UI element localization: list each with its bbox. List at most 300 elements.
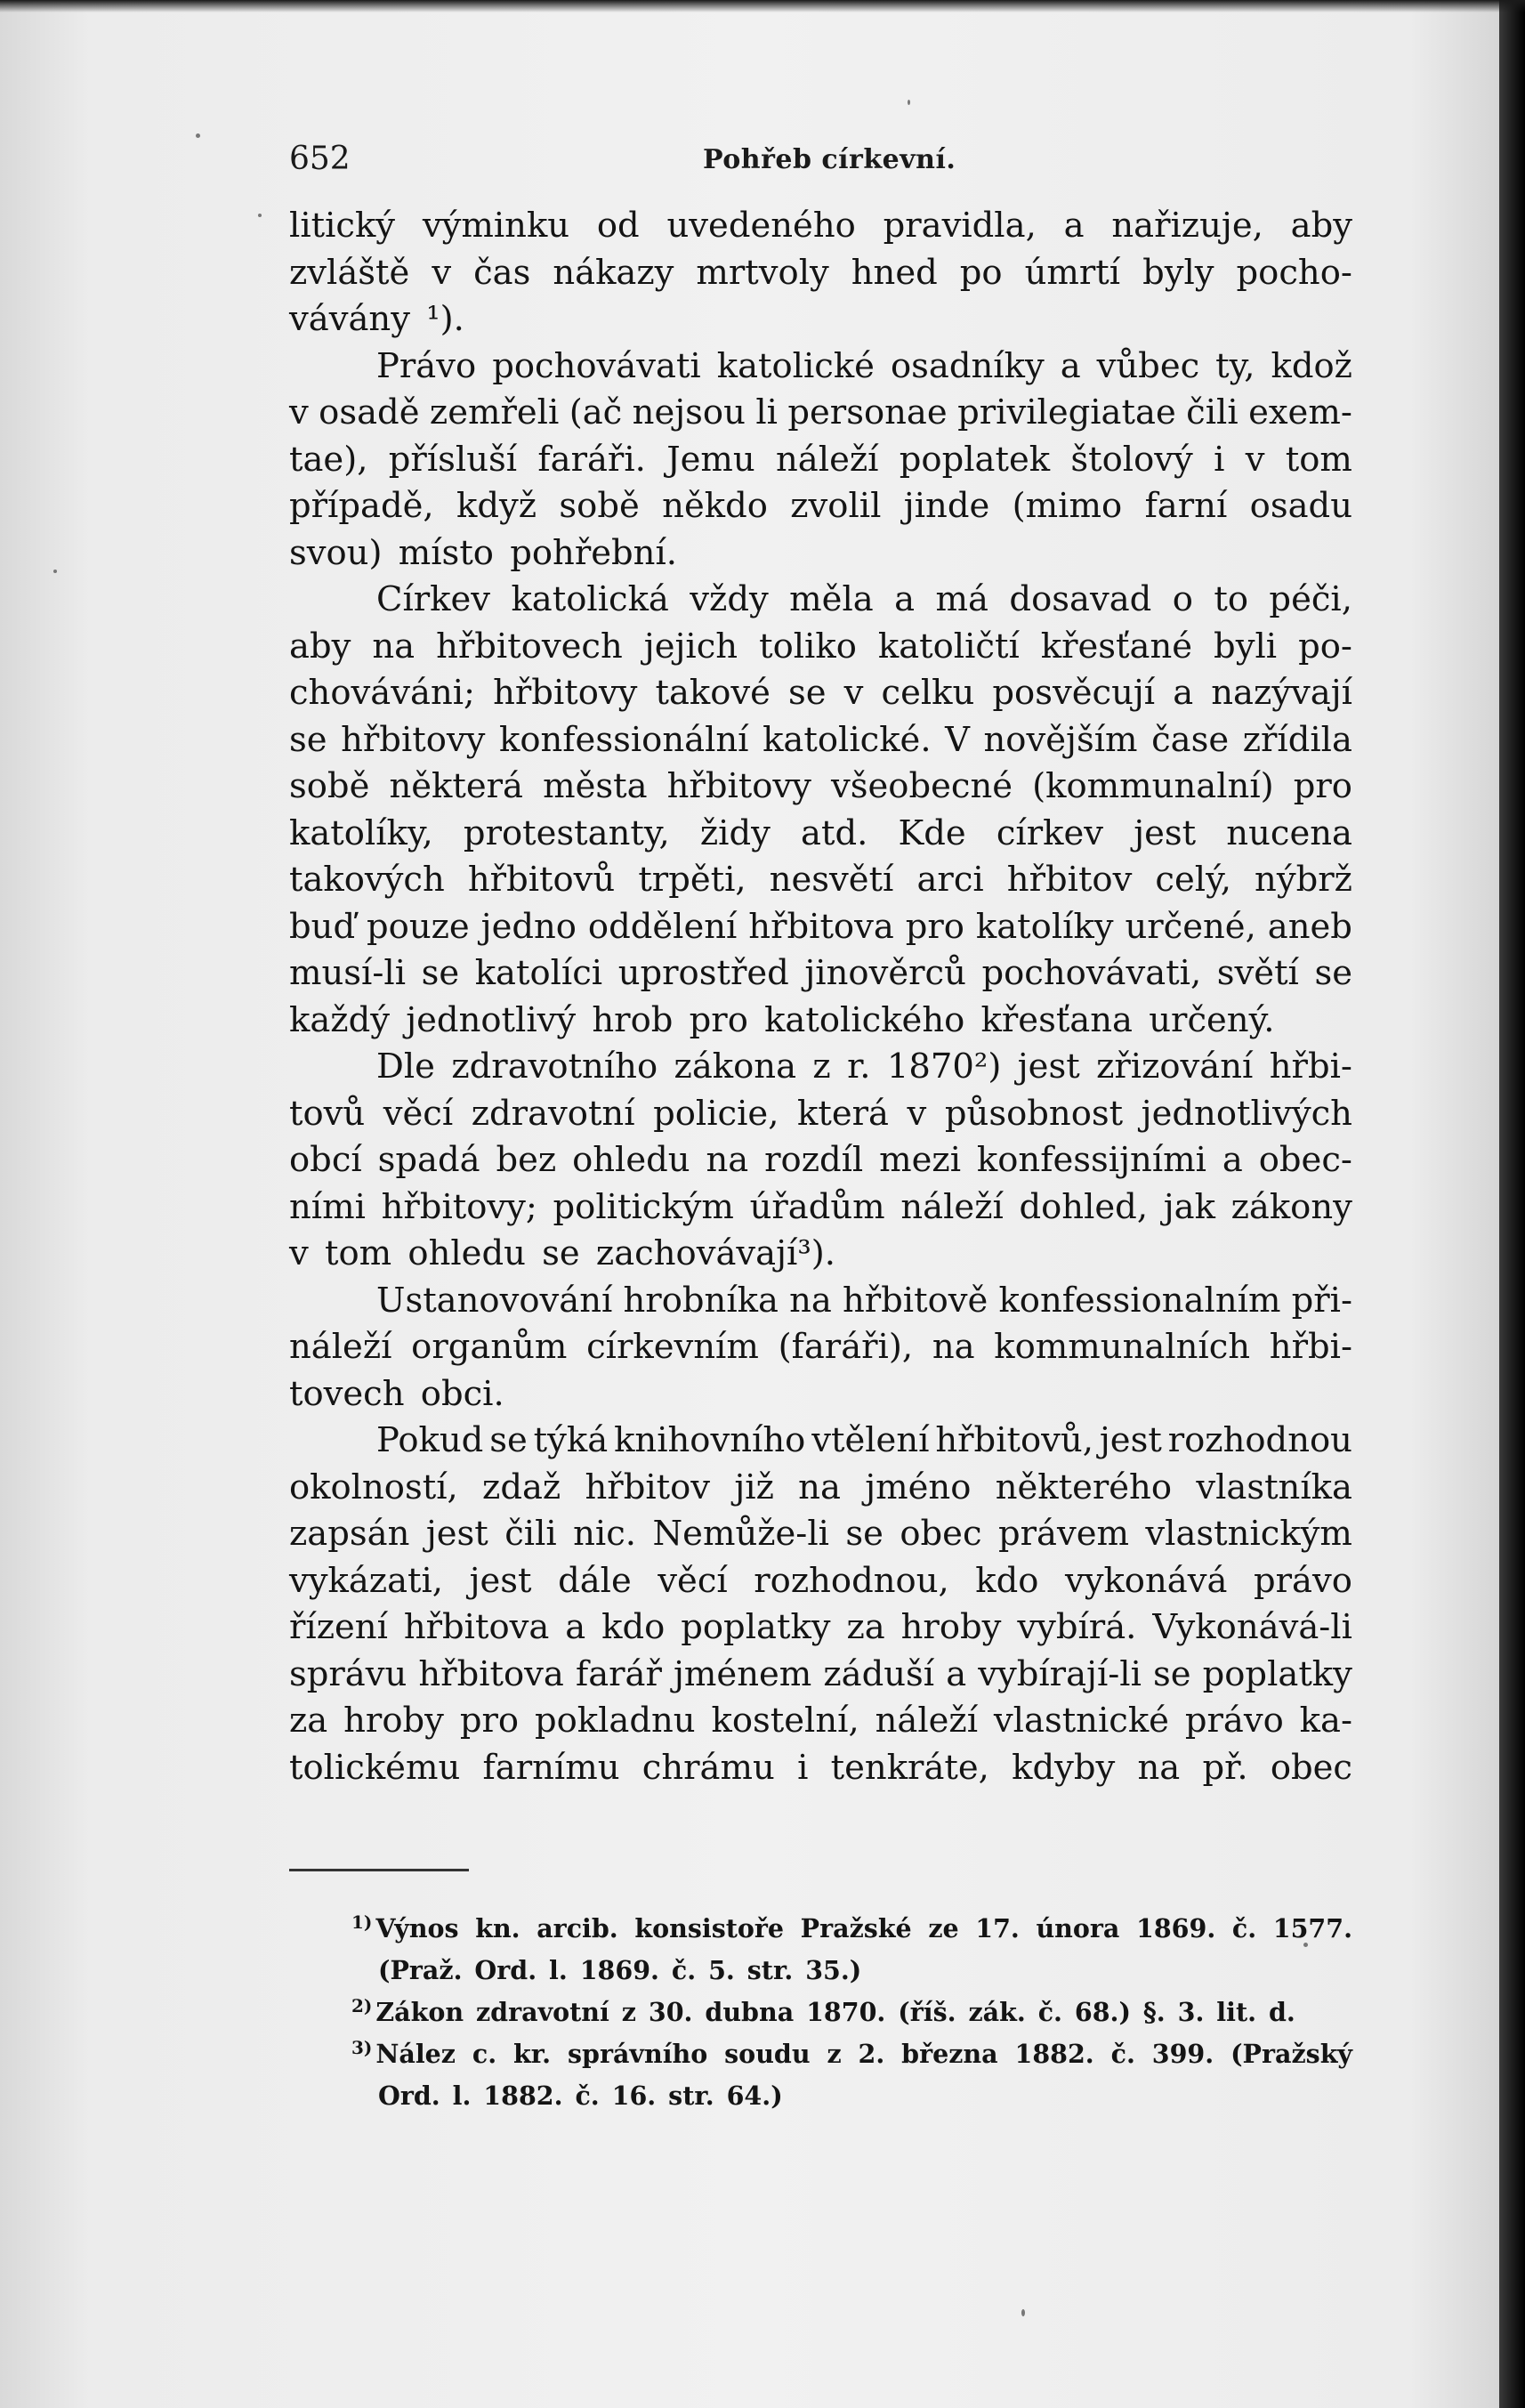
word: vždy (690, 579, 769, 619)
word: a (1063, 206, 1085, 246)
word: března (901, 2039, 998, 2069)
word: a (565, 1607, 586, 1647)
text-line: v tom ohledu se zachovávají³). (289, 1233, 836, 1273)
word: v (432, 252, 452, 293)
word: kr. (513, 2039, 552, 2069)
word: 2. (858, 2039, 885, 2069)
word: faráři. (537, 439, 646, 480)
scan-speck (258, 214, 262, 217)
word: kdo (975, 1560, 1039, 1601)
word: arci (916, 860, 984, 900)
word: jest (425, 1514, 488, 1554)
word: vůbec (1096, 345, 1200, 386)
text-line (289, 857, 1352, 904)
text-line (289, 1511, 1352, 1558)
text-line (289, 624, 1352, 671)
word: osadníky (890, 345, 1045, 386)
word: na (789, 1280, 832, 1321)
word: privilegiatae (957, 392, 1176, 432)
text-line: tovech obci. (289, 1373, 504, 1414)
text-line (289, 717, 1352, 764)
word: v (289, 392, 309, 432)
word: litický (289, 206, 396, 246)
word: působnost (944, 1093, 1124, 1134)
word: ními (289, 1186, 366, 1227)
text-line (289, 1558, 1352, 1605)
text-line (289, 904, 1352, 951)
word: jest (469, 1560, 532, 1601)
word: Nemůže-li (652, 1514, 829, 1554)
word: církevním (586, 1327, 759, 1367)
word: 1577. (1272, 1913, 1352, 1943)
word: (Pražský (1230, 2039, 1352, 2069)
word: byly (1142, 252, 1214, 293)
word: náleží (900, 1186, 1004, 1227)
text-line (289, 1604, 1352, 1652)
word: hned (851, 252, 938, 293)
word: na (932, 1327, 975, 1367)
word: ty, (1215, 345, 1255, 386)
body-text (289, 203, 1352, 1791)
word: hřbitova (418, 1653, 564, 1694)
word: soudu (724, 2039, 811, 2069)
word: jak (1163, 1186, 1215, 1227)
word: církev (996, 812, 1104, 853)
word: konfessionalním (998, 1280, 1281, 1321)
word: poplatek (899, 439, 1051, 480)
word: osadu (1249, 486, 1352, 526)
text-line: každý jednotlivý hrob pro katolického křesťana určený. (289, 999, 1275, 1040)
word: kostelní, (711, 1701, 859, 1741)
word: pro (459, 1701, 520, 1741)
word: aneb (1267, 906, 1352, 947)
word: kommunalních (994, 1327, 1251, 1367)
text-line (289, 437, 1352, 484)
word: exem- (1248, 392, 1352, 432)
word: úmrtí (1024, 252, 1121, 293)
word: se (489, 1420, 528, 1460)
word: personae (787, 392, 948, 432)
word: určené, (1125, 906, 1256, 947)
word: správu (289, 1653, 407, 1694)
word: z (827, 2039, 842, 2069)
word: takových (289, 860, 445, 900)
word: 1882. (1014, 2039, 1094, 2069)
word: správního (567, 2039, 708, 2069)
word: obec (900, 1514, 982, 1554)
word: chrámu (641, 1747, 775, 1788)
word: jménem (673, 1653, 812, 1694)
word: věcí (383, 1093, 454, 1134)
word: posvěcují (992, 673, 1156, 713)
footnote-line (351, 2033, 1352, 2075)
word: i (1214, 439, 1225, 480)
word: věcí (658, 1560, 728, 1601)
word: případě, (289, 486, 434, 526)
word: farář (575, 1653, 662, 1694)
word: pochovávati (492, 345, 701, 386)
word: trpěti, (638, 860, 746, 900)
word: 1869. (1136, 1913, 1216, 1943)
word: vykázati, (289, 1560, 444, 1601)
text-line (289, 343, 1352, 391)
word: rozdíl (764, 1140, 864, 1180)
word: na (372, 626, 416, 667)
word: na (1137, 1747, 1181, 1788)
word: č. (1110, 2039, 1135, 2069)
word: února (1036, 1913, 1120, 1943)
footnote-line: Ord. l. 1882. č. 16. str. 64.) (378, 2081, 783, 2111)
word: hřbitovů, (935, 1420, 1093, 1460)
word: na (706, 1140, 749, 1180)
word: některá (389, 766, 523, 806)
word: zdaž (482, 1467, 561, 1507)
footnote-line: (Praž. Ord. l. 1869. č. 5. str. 35.) (378, 1955, 862, 1985)
word: záduší (823, 1653, 935, 1694)
word: dosavad (1009, 579, 1152, 619)
word: konfessionální (498, 719, 749, 760)
word: tom (1285, 439, 1352, 480)
word: katolíky (975, 906, 1114, 947)
word: protestanty, (463, 812, 670, 853)
word: poplatky (681, 1607, 831, 1647)
word: vlastníka (1196, 1467, 1352, 1507)
word: zákona (674, 1046, 797, 1087)
footnote-rule (289, 1869, 469, 1871)
text-line: svou) místo pohřební. (289, 532, 678, 573)
word: pouze (367, 906, 470, 947)
word: jinověrců (804, 953, 966, 993)
word: poplatky (1202, 1653, 1352, 1694)
word: aby (289, 626, 351, 667)
word: pro (905, 906, 964, 947)
word: hroby (900, 1607, 1002, 1647)
word: čas (473, 252, 531, 293)
word: dohled, (1019, 1186, 1149, 1227)
word: Církev (376, 579, 491, 619)
word: když (456, 486, 537, 526)
word: politickým (553, 1186, 734, 1227)
word: obcí (289, 1140, 362, 1180)
word: zřizování (1096, 1046, 1254, 1087)
word: čase (1151, 719, 1230, 760)
word: hřbitovy; (381, 1186, 537, 1227)
word: $^{3)}$ Nález (351, 2036, 456, 2069)
word: obec- (1258, 1140, 1352, 1180)
word: hřbitově (842, 1280, 988, 1321)
word: o (1172, 579, 1193, 619)
word: i (797, 1747, 809, 1788)
word: po (959, 252, 1003, 293)
word: Ustanovování (376, 1280, 613, 1321)
word: jest (1134, 812, 1197, 853)
word: náleží (875, 1701, 979, 1741)
word: náleží (289, 1327, 392, 1367)
word: tae), (289, 439, 368, 480)
text-line (289, 1324, 1352, 1371)
word: se (788, 673, 827, 713)
word: jedno (480, 906, 577, 947)
word: organům (411, 1327, 568, 1367)
word: křesťané (1040, 626, 1193, 667)
footnote-marker: 1) (351, 1911, 373, 1933)
word: katolická (511, 579, 669, 619)
word: má (935, 579, 988, 619)
word: $^{1)}$ Výnos (351, 1911, 459, 1943)
word: č. (1231, 1913, 1257, 1943)
text-line (289, 670, 1352, 717)
text-line (289, 203, 1352, 250)
word: některého (995, 1467, 1173, 1507)
word: týká (533, 1420, 609, 1460)
word: katolíci (474, 953, 603, 993)
word: hřbitov (585, 1467, 711, 1507)
text-line (289, 1465, 1352, 1512)
word: péči, (1269, 579, 1352, 619)
word: katoličtí (877, 626, 1020, 667)
word: vykonává (1064, 1560, 1228, 1601)
word: z (812, 1046, 831, 1087)
word: kdož (1271, 345, 1352, 386)
word: nucena (1226, 812, 1352, 853)
text-line: vávány ¹). (289, 299, 464, 339)
word: nařizuje, (1111, 206, 1263, 246)
word: města (543, 766, 648, 806)
word: osadě (319, 392, 420, 432)
footnote-line (351, 1908, 1352, 1950)
word: světí (1216, 953, 1299, 993)
word: katolické (716, 345, 875, 386)
word: atd. (801, 812, 868, 853)
word: hřbitov (1006, 860, 1133, 900)
word: jinde (903, 486, 990, 526)
word: 17. (975, 1913, 1020, 1943)
text-line (289, 1745, 1352, 1792)
word: zvolil (790, 486, 882, 526)
scan-speck (1021, 2309, 1025, 2316)
scan-right-edge (1499, 0, 1525, 2408)
word: pokladnu (534, 1701, 696, 1741)
word: li (755, 392, 778, 432)
word: kdo (601, 1607, 666, 1647)
word: v (907, 1093, 927, 1134)
word: farnímu (482, 1747, 620, 1788)
word: policie, (653, 1093, 779, 1134)
word: ohledu (572, 1140, 690, 1180)
word: konsistoře (634, 1913, 785, 1943)
word: rozhodnou, (754, 1560, 949, 1601)
word: sobě (559, 486, 640, 526)
word: arcib. (537, 1913, 618, 1943)
word: štolový (1070, 439, 1193, 480)
word: právo (1253, 1560, 1352, 1601)
word: takové (655, 673, 771, 713)
word: nazývají (1211, 673, 1352, 713)
word: Pokud (376, 1420, 484, 1460)
word: kn. (475, 1913, 520, 1943)
word: uprostřed (617, 953, 789, 993)
word: se (1152, 1653, 1191, 1694)
word: vlastnickým (1145, 1514, 1352, 1554)
word: dále (558, 1560, 632, 1601)
text-line (289, 1044, 1352, 1091)
word: se (289, 719, 327, 760)
text-line (289, 390, 1352, 437)
word: rozhodnou (1167, 1420, 1352, 1460)
word: nejsou (632, 392, 746, 432)
word: hřbi- (1269, 1046, 1352, 1087)
word: měla (789, 579, 874, 619)
scan-speck (196, 133, 200, 138)
word: Vykonává-li (1152, 1607, 1352, 1647)
word: kdyby (1012, 1747, 1116, 1788)
word: okolností, (289, 1467, 458, 1507)
text-line (289, 577, 1352, 624)
word: zákony (1230, 1186, 1352, 1227)
word: nic. (573, 1514, 637, 1554)
word: obec (1270, 1747, 1352, 1788)
word: jest (1017, 1046, 1080, 1087)
word: od (596, 206, 640, 246)
word: právo (1184, 1701, 1284, 1741)
word: mezi (879, 1140, 962, 1180)
word: (mimo (1012, 486, 1123, 526)
word: zřídila (1242, 719, 1352, 760)
word: katolické. (762, 719, 932, 760)
text-line (289, 950, 1352, 998)
word: za (289, 1701, 328, 1741)
word: oddělení (587, 906, 738, 947)
word: při- (1291, 1280, 1352, 1321)
word: to (1214, 579, 1248, 619)
scan-top-edge (0, 0, 1525, 12)
word: a (1060, 345, 1081, 386)
word: byli (1214, 626, 1278, 667)
word: novějším (983, 719, 1138, 760)
word: vlastnické (993, 1701, 1169, 1741)
scan-speck (53, 570, 57, 573)
word: hřbitovech (436, 626, 623, 667)
word: sobě (289, 766, 370, 806)
word: Právo (376, 345, 477, 386)
word: vtělení (811, 1420, 930, 1460)
word: c. (472, 2039, 497, 2069)
word: za (846, 1607, 885, 1647)
word: někdo (662, 486, 768, 526)
word: po- (1298, 626, 1352, 667)
word: již (734, 1467, 774, 1507)
word: Dle (376, 1046, 435, 1087)
word: náleží (776, 439, 879, 480)
word: jméno (865, 1467, 972, 1507)
word: zdravotního (451, 1046, 658, 1087)
word: hřbitovů (467, 860, 616, 900)
word: a (946, 1653, 967, 1694)
word: 399. (1151, 2039, 1214, 2069)
word: zvláště (289, 252, 410, 293)
word: 1870²) (886, 1046, 1002, 1087)
word: hřbitova (403, 1607, 550, 1647)
word: se (1314, 953, 1352, 993)
word: farní (1144, 486, 1228, 526)
text-line (289, 1091, 1352, 1138)
word: úřadům (749, 1186, 885, 1227)
word: vybírá. (1017, 1607, 1137, 1647)
word: vybírají-li (978, 1653, 1142, 1694)
word: a (1173, 673, 1194, 713)
word: buď (289, 906, 356, 947)
text-line (289, 250, 1352, 297)
word: mrtvoly (696, 252, 829, 293)
word: jednotlivých (1141, 1093, 1352, 1134)
running-head: Pohřeb církevní. (703, 144, 956, 175)
word: řízení (289, 1607, 388, 1647)
text-line (289, 483, 1352, 530)
word: Jemu (666, 439, 755, 480)
word: uvedeného (666, 206, 856, 246)
word: pochovávati, (981, 953, 1202, 993)
word: r. (847, 1046, 871, 1087)
word: konfessijními (976, 1140, 1206, 1180)
word: ka- (1299, 1701, 1352, 1741)
word: (ač (569, 392, 623, 432)
text-line (289, 1184, 1352, 1232)
word: se (845, 1514, 884, 1554)
word: právem (997, 1514, 1129, 1554)
word: hřbitovy (341, 719, 486, 760)
word: hroby (343, 1701, 444, 1741)
word: chováváni; (289, 673, 476, 713)
text-line (289, 1278, 1352, 1325)
word: tovů (289, 1093, 366, 1134)
word: na (798, 1467, 841, 1507)
word: nesvětí (769, 860, 894, 900)
word: jejich (643, 626, 738, 667)
word: jest (1099, 1420, 1162, 1460)
word: Pražské (800, 1913, 912, 1943)
word: čili (1186, 392, 1239, 432)
word: bez (496, 1140, 557, 1180)
word: ze (928, 1913, 959, 1943)
word: (kommunalní) (1032, 766, 1274, 806)
footnote-marker: 2) (351, 1994, 373, 2016)
text-line (289, 764, 1352, 811)
word: v (843, 673, 864, 713)
word: spadá (377, 1140, 480, 1180)
word: celý, (1155, 860, 1231, 900)
word: celku (881, 673, 975, 713)
word: hřbitovy (666, 766, 811, 806)
text-line (289, 1137, 1352, 1184)
word: V (945, 719, 970, 760)
word: zdravotní (471, 1093, 635, 1134)
word: čili (504, 1514, 557, 1554)
word: knihovního (614, 1420, 806, 1460)
word: židy (699, 812, 771, 853)
word: hřbitovy (493, 673, 638, 713)
word: katolíky, (289, 812, 433, 853)
word: všeobecné (831, 766, 1013, 806)
word: se (421, 953, 460, 993)
word: přísluší (388, 439, 518, 480)
scan-speck (908, 100, 910, 105)
page-header (289, 141, 1357, 176)
word: nákazy (553, 252, 674, 293)
word: která (797, 1093, 889, 1134)
word: musí-li (289, 953, 407, 993)
word: pocho- (1236, 252, 1352, 293)
page-number: 652 (289, 141, 351, 177)
